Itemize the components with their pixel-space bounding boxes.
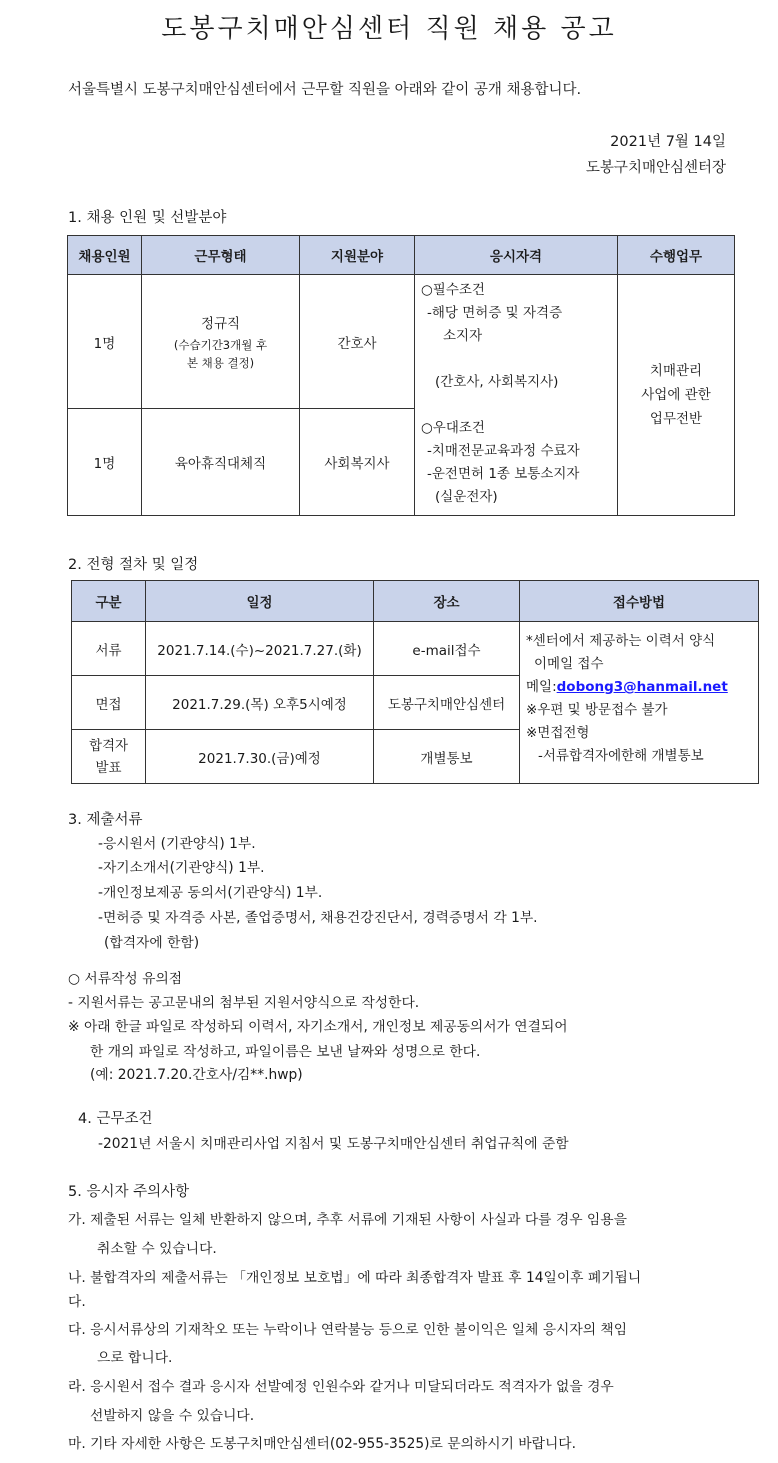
method-line: ※면접전형 bbox=[526, 725, 590, 741]
method-line: -서류합격자에한해 개별통보 bbox=[538, 748, 704, 764]
row1-field: 간호사 bbox=[300, 275, 415, 409]
row1-type bbox=[142, 275, 300, 409]
caution-line: 마. 기타 자세한 사항은 도봉구치매안심센터(02-955-3525)로 문의하시기 바랍니다. bbox=[68, 1436, 576, 1452]
method-line: ※우편 및 방문접수 불가 bbox=[526, 702, 668, 718]
notes-heading: ○ 서류작성 유의점 bbox=[68, 971, 183, 987]
preferred-title: ○우대조건 bbox=[421, 420, 485, 436]
required-line: (간호사, 사회복지사) bbox=[435, 374, 559, 390]
duty-line: 업무전반 bbox=[649, 411, 703, 427]
row2-field: 사회복지사 bbox=[300, 409, 415, 516]
schedule-cell: 2021.7.30.(금)예정 bbox=[146, 730, 374, 784]
row1-type-label: 정규직 bbox=[200, 315, 241, 332]
stage-cell: 서류 bbox=[72, 622, 146, 676]
document-item: -자기소개서(기관양식) 1부. bbox=[98, 860, 265, 876]
email-link[interactable]: dobong3@hanmail.net bbox=[556, 679, 728, 695]
stage-cell: 면접 bbox=[72, 676, 146, 730]
method-cell bbox=[520, 622, 759, 784]
duty-line: 사업에 관한 bbox=[641, 387, 711, 403]
table-row bbox=[72, 622, 759, 676]
schedule-cell: 2021.7.14.(수)~2021.7.27.(화) bbox=[146, 622, 374, 676]
header-count: 채용인원 bbox=[68, 236, 142, 275]
schedule-header-row bbox=[72, 581, 759, 622]
recruitment-table bbox=[67, 235, 735, 516]
document-item: -응시원서 (기관양식) 1부. bbox=[98, 836, 256, 852]
notes-line: ※ 아래 한글 파일로 작성하되 이력서, 자기소개서, 개인정보 제공동의서가 연결되어 bbox=[68, 1019, 568, 1035]
notes-line: - 지원서류는 공고문내의 첨부된 지원서양식으로 작성한다. bbox=[68, 995, 420, 1011]
row1-type-note: (수습기간3개월 후 bbox=[173, 337, 268, 352]
schedule-table bbox=[71, 580, 759, 784]
document-item: -개인정보제공 동의서(기관양식) 1부. bbox=[98, 885, 323, 901]
header-stage: 구분 bbox=[72, 581, 146, 622]
preferred-line: -운전면허 1종 보통소지자 bbox=[427, 466, 580, 482]
stage-line: 합격자 bbox=[88, 737, 129, 754]
header-field: 지원분야 bbox=[300, 236, 415, 275]
header-qualification: 응시자격 bbox=[415, 236, 618, 275]
duty-line: 치매관리 bbox=[649, 363, 703, 379]
section4-line: -2021년 서울시 치매관리사업 지침서 및 도봉구치매안심센터 취업규칙에 준함 bbox=[98, 1136, 569, 1152]
caution-line: 취소할 수 있습니다. bbox=[97, 1241, 217, 1257]
row2-type: 육아휴직대체직 bbox=[142, 409, 300, 516]
notes-line: 한 개의 파일로 작성하고, 파일이름은 보낸 날짜와 성명으로 한다. bbox=[90, 1044, 481, 1060]
email-line bbox=[526, 676, 754, 699]
caution-line: 으로 합니다. bbox=[97, 1350, 173, 1366]
place-cell: e-mail접수 bbox=[374, 622, 520, 676]
duty-cell bbox=[618, 275, 735, 516]
section2-heading: 2. 전형 절차 및 일정 bbox=[68, 557, 199, 573]
caution-line: 선발하지 않을 수 있습니다. bbox=[90, 1408, 255, 1424]
caution-line: 다. bbox=[68, 1294, 86, 1310]
required-line: -해당 면허증 및 자격증 bbox=[427, 305, 563, 321]
recruitment-header-row bbox=[68, 236, 735, 275]
required-line: 소지자 bbox=[443, 328, 483, 344]
header-schedule: 일정 bbox=[146, 581, 374, 622]
header-duty: 수행업무 bbox=[618, 236, 735, 275]
method-line: *센터에서 제공하는 이력서 양식 bbox=[526, 633, 716, 649]
caution-line: 다. 응시서류상의 기재착오 또는 누락이나 연락불능 등으로 인한 불이익은 일체 응시자의 책임 bbox=[68, 1322, 628, 1338]
page-title: 도봉구치매안심센터 직원 채용 공고 bbox=[161, 14, 617, 44]
table-row bbox=[68, 275, 735, 409]
schedule-cell: 2021.7.29.(목) 오후5시예정 bbox=[146, 676, 374, 730]
section1-heading: 1. 채용 인원 및 선발분야 bbox=[68, 210, 227, 226]
caution-line: 라. 응시원서 접수 결과 응시자 선발예정 인원수와 같거나 미달되더라도 적격자가 없을 경우 bbox=[68, 1379, 614, 1395]
section3-heading: 3. 제출서류 bbox=[68, 812, 143, 828]
caution-line: 가. 제출된 서류는 일체 반환하지 않으며, 추후 서류에 기재된 사항이 사실과 다를 경우 임용을 bbox=[68, 1212, 627, 1228]
place-cell: 도봉구치매안심센터 bbox=[374, 676, 520, 730]
header-method: 접수방법 bbox=[520, 581, 759, 622]
header-type: 근무형태 bbox=[142, 236, 300, 275]
row1-type-note: 본 채용 결정) bbox=[186, 355, 255, 370]
notes-line: (예: 2021.7.20.간호사/김**.hwp) bbox=[90, 1067, 303, 1083]
preferred-line: -치매전문교육과정 수료자 bbox=[427, 443, 580, 459]
stage-cell bbox=[72, 730, 146, 784]
notice-date: 2021년 7월 14일 bbox=[610, 134, 726, 150]
intro-text: 서울특별시 도봉구치매안심센터에서 근무할 직원을 아래와 같이 공개 채용합니다. bbox=[68, 82, 582, 98]
document-item: -면허증 및 자격증 사본, 졸업증명서, 채용건강진단서, 경력증명서 각 1부. bbox=[98, 910, 538, 926]
stage-line: 발표 bbox=[95, 759, 122, 776]
row1-count: 1명 bbox=[68, 275, 142, 409]
document-item: (합격자에 한함) bbox=[104, 935, 200, 951]
required-title: ○필수조건 bbox=[421, 282, 485, 298]
place-cell: 개별통보 bbox=[374, 730, 520, 784]
notice-issuer: 도봉구치매안심센터장 bbox=[585, 160, 726, 176]
row2-count: 1명 bbox=[68, 409, 142, 516]
preferred-line: (실운전자) bbox=[435, 489, 498, 505]
section4-heading: 4. 근무조건 bbox=[78, 1111, 153, 1127]
header-place: 장소 bbox=[374, 581, 520, 622]
caution-line: 나. 불합격자의 제출서류는 「개인정보 보호법」에 따라 최종합격자 발표 후 14일이후 폐기됩니 bbox=[68, 1270, 642, 1286]
section5-heading: 5. 응시자 주의사항 bbox=[68, 1184, 190, 1200]
method-line: 이메일 접수 bbox=[534, 656, 604, 672]
qualification-cell bbox=[415, 275, 618, 516]
email-label: 메일: bbox=[526, 679, 557, 695]
